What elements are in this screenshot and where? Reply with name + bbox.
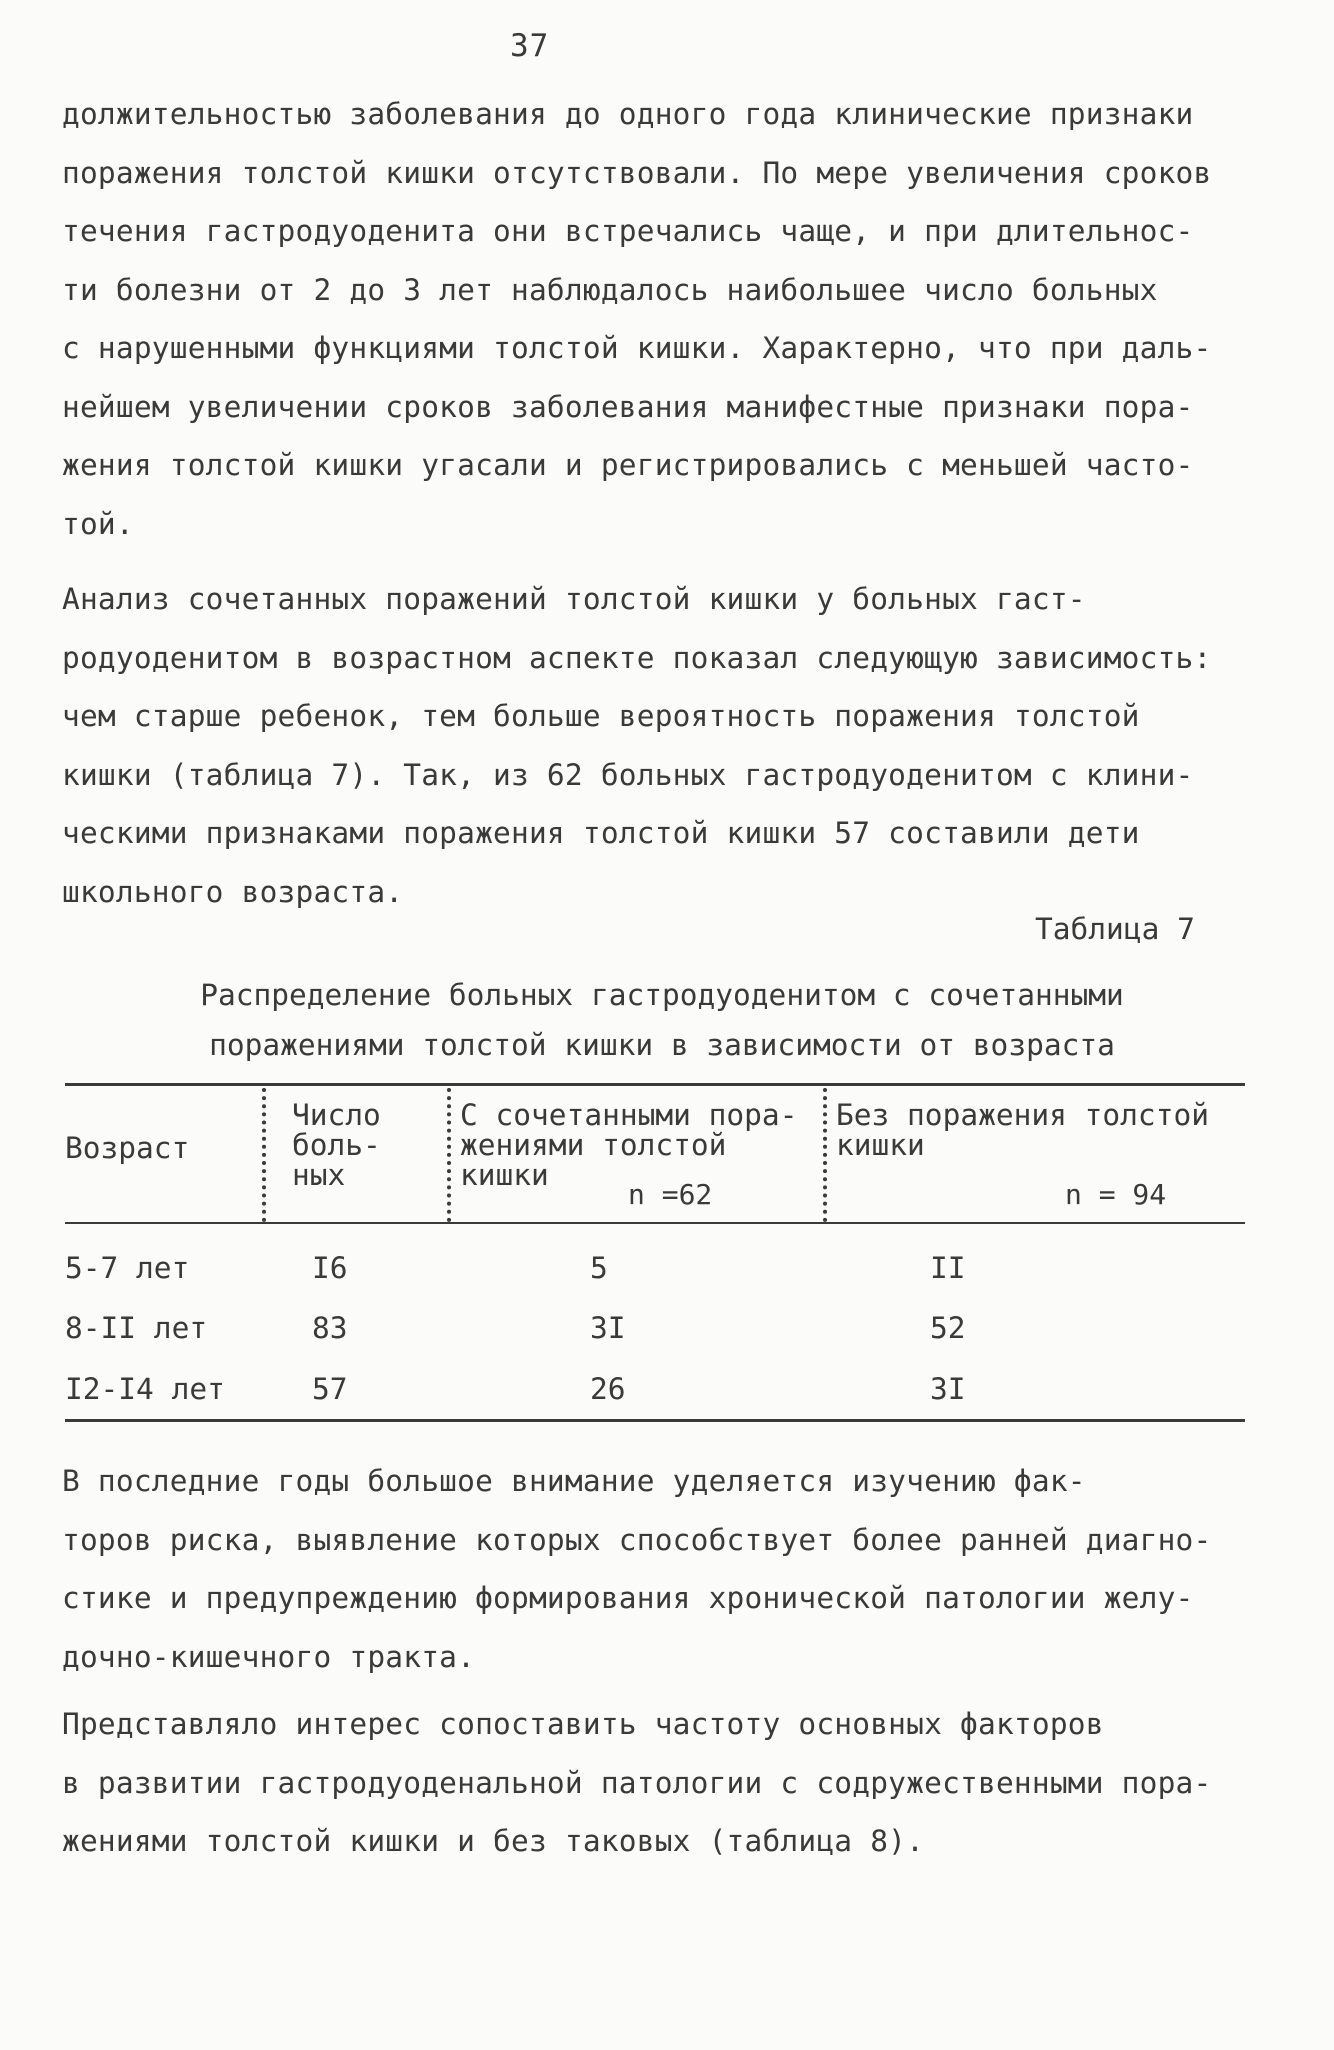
row-1-with: 5 — [590, 1251, 608, 1285]
column-separator — [823, 1088, 827, 1222]
row-1-count: I6 — [312, 1251, 348, 1285]
header-without: Без поражения толстой кишки — [836, 1098, 1209, 1162]
paragraph: В последние годы большое внимание уделяется изучению фак- торов риска, выявление которых способствует более ранней диагно- стике и предупреждению формирования хронической патологии желу- дочно-кишечного тракта. — [62, 1464, 1212, 1674]
row-2-without: 52 — [930, 1311, 966, 1345]
row-2-count: 83 — [312, 1311, 348, 1345]
table-title: Распределение больных гастродуоденитом с сочетанными поражениями толстой кишки в зависимости от возраста — [200, 978, 1124, 1062]
table-label: Таблица 7 — [1035, 912, 1195, 946]
header-with-n: n =62 — [628, 1178, 713, 1211]
table-bottom-rule — [65, 1419, 1245, 1422]
paragraph: Представляло интерес сопоставить частоту основных факторов в развитии гастродуоденальной патологии с содружественными пора- жениями толстой кишки и без таковых (таблица 8). — [62, 1707, 1212, 1858]
row-2-with: 3I — [590, 1311, 626, 1345]
row-2-age: 8-II лет — [65, 1311, 208, 1345]
header-with: С сочетанными пора- жениями толстой кишки — [460, 1098, 798, 1192]
column-separator — [447, 1088, 451, 1222]
table-top-rule — [65, 1083, 1245, 1086]
row-3-with: 26 — [590, 1372, 626, 1406]
row-3-age: I2-I4 лет — [65, 1372, 225, 1406]
header-age: Возраст — [65, 1131, 190, 1165]
column-separator — [262, 1088, 266, 1222]
paragraph: Анализ сочетанных поражений толстой кишки у больных гаст- родуоденитом в возрастном аспекте показал следующую зависимость: чем старше ребенок, тем больше вероятность поражения толстой кишки (таблица 7). Так, из 62 больных гастродуоденитом с клини- ческими признаками поражения толстой кишки 57 составили дети школьного возраста. — [62, 582, 1212, 909]
row-1-without: II — [930, 1251, 966, 1285]
row-3-without: 3I — [930, 1372, 966, 1406]
row-3-count: 57 — [312, 1372, 348, 1406]
row-1-age: 5-7 лет — [65, 1251, 190, 1285]
header-without-n: n = 94 — [1065, 1178, 1167, 1211]
paragraph: должительностью заболевания до одного года клинические признаки поражения толстой кишки отсутствовали. По мере увеличения сроков течения гастродуоденита они встречались чаще, и при длительнос- ти болезни от 2 до 3 лет наблюдалось наибольшее число больных с нарушенными функциями толстой кишки. Характерно, что при даль- нейшем увеличении сроков заболевания манифестные признаки пора- жения толстой кишки угасали и регистрировались с меньшей часто- той. — [62, 97, 1212, 541]
page-number: 37 — [510, 28, 550, 64]
table-header-rule — [65, 1222, 1245, 1224]
header-count: Число боль- ных — [292, 1098, 381, 1192]
